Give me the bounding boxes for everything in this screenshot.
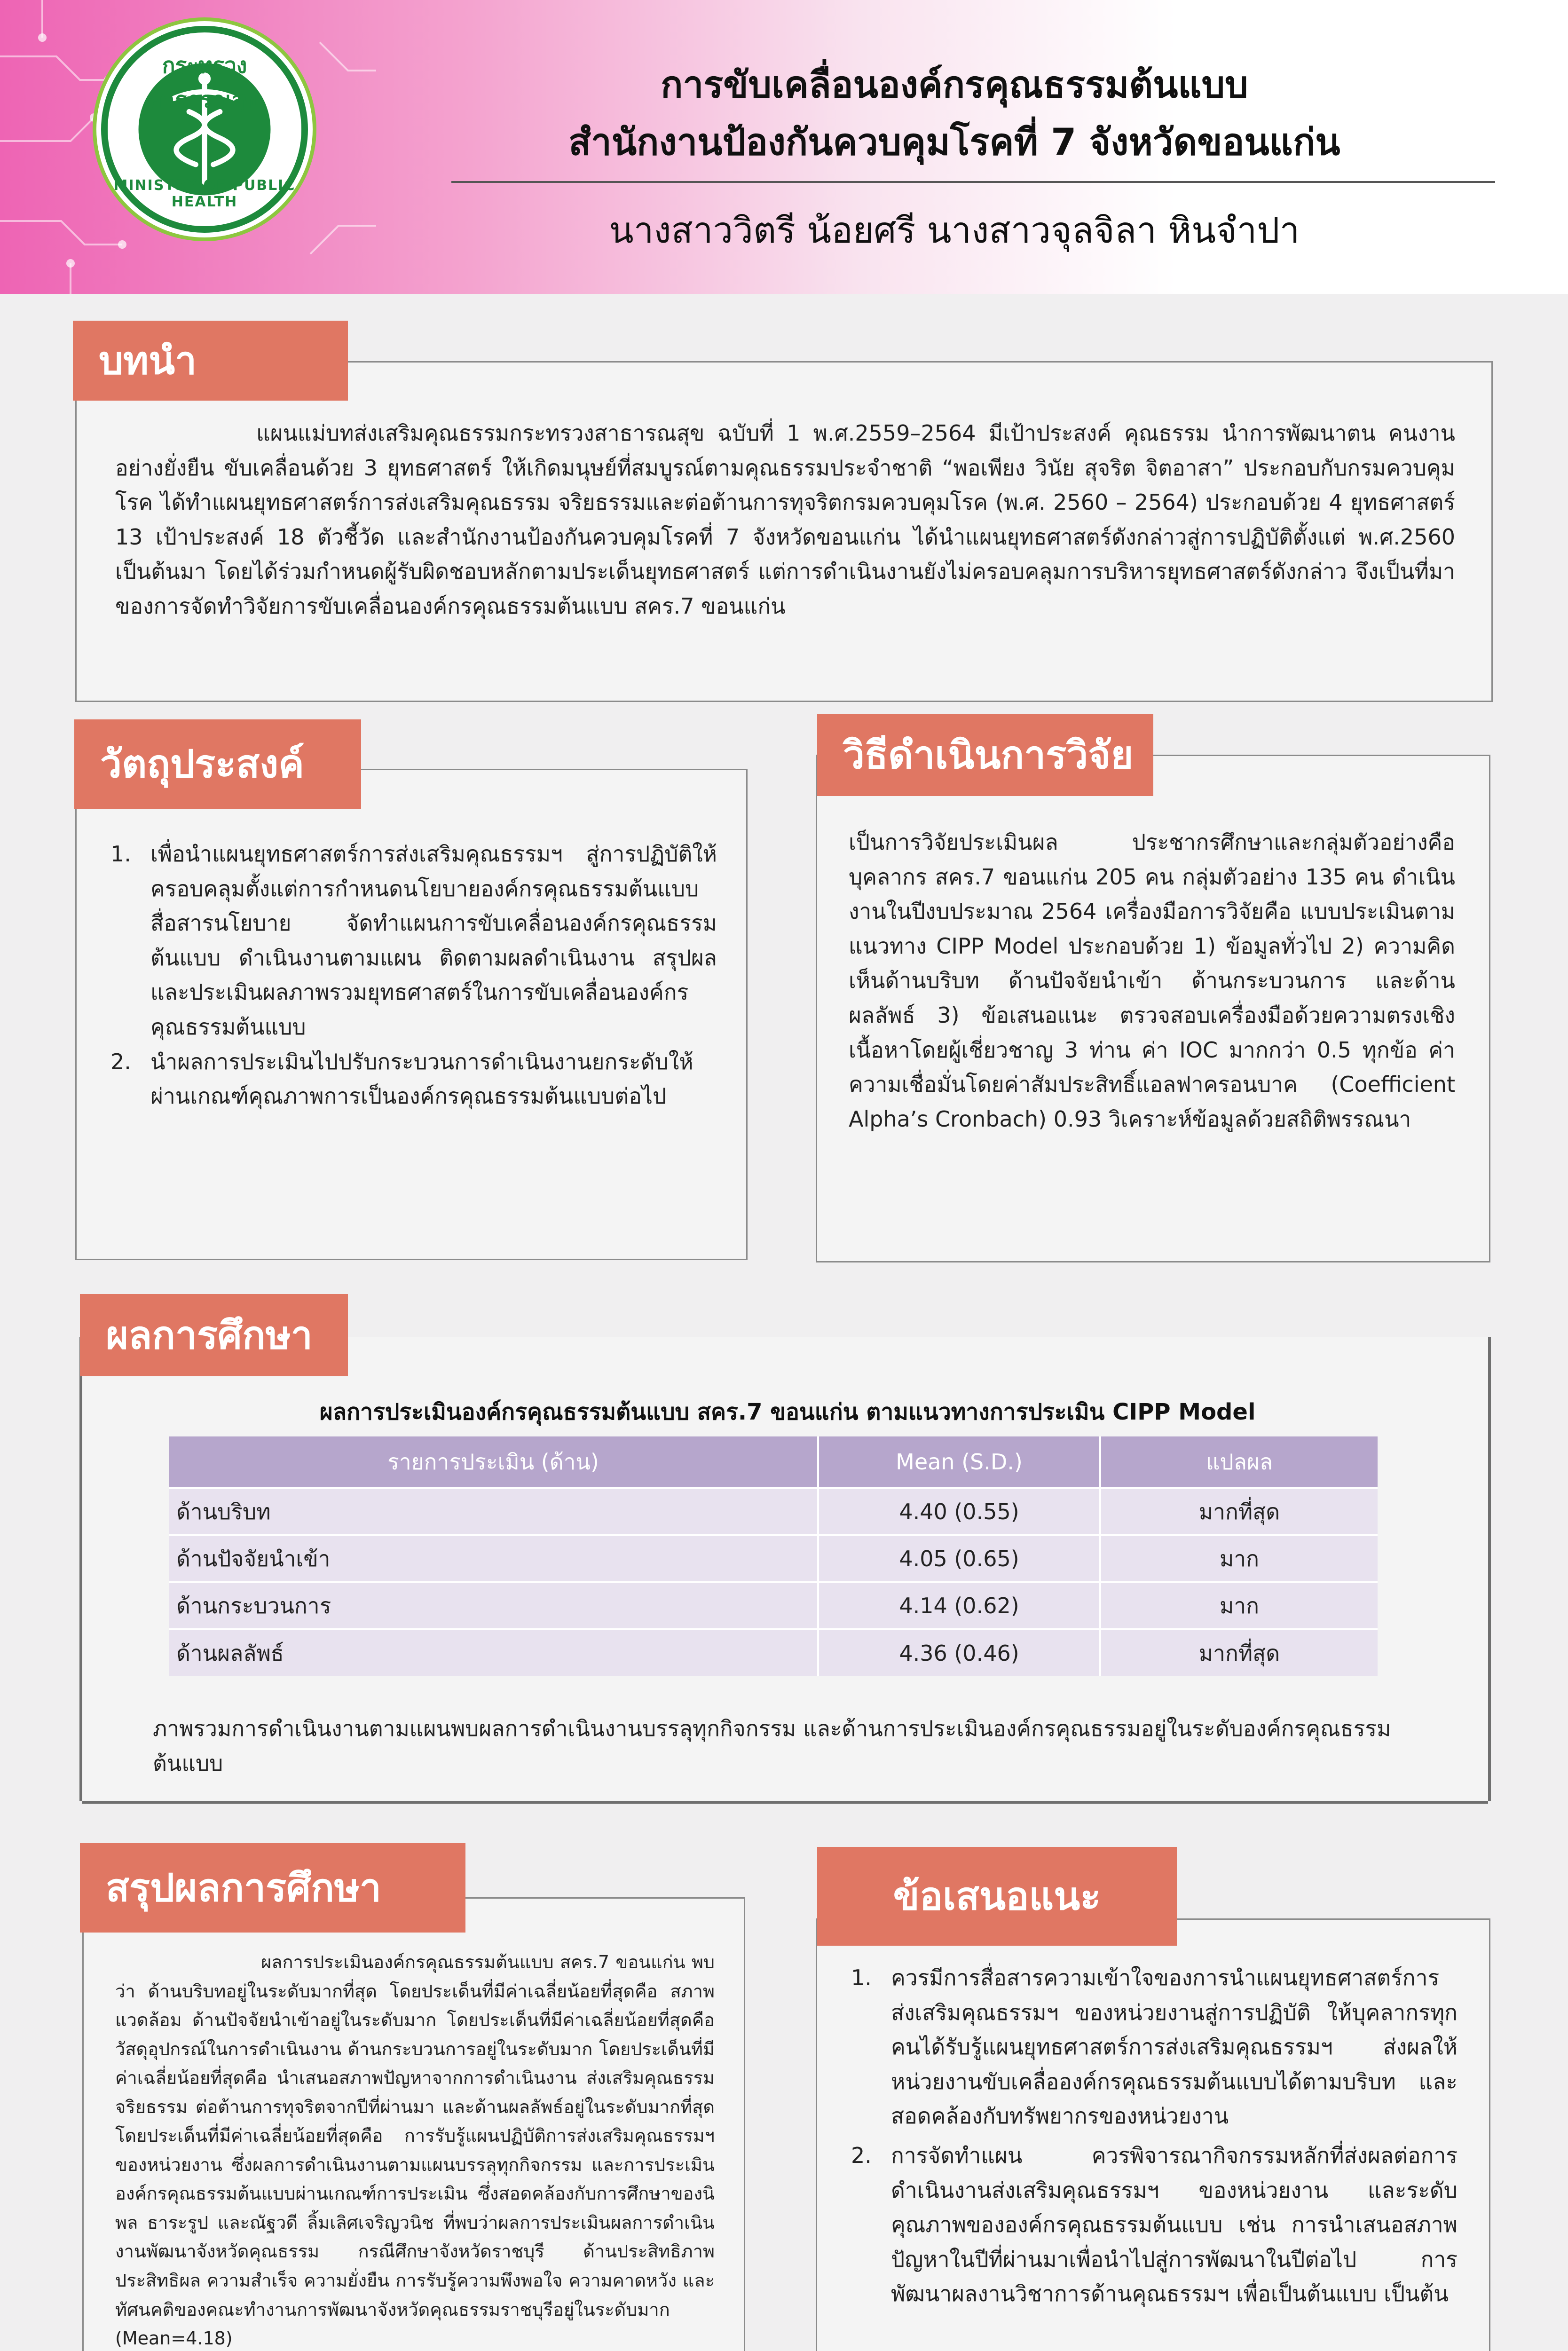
- row-mean: 4.05 (0.65): [818, 1535, 1100, 1582]
- recommendation-text: ควรมีการสื่อสารความเข้าใจของการนำแผนยุทธศาสตร์การส่งเสริมคุณธรรมฯ ของหน่วยงานสู่การปฏิบัติ ให้บุคลากรทุกคนได้รับรู้แผนยุทธศาสตร์การส่งเสริมคุณธรรมฯ ส่งผลให้หน่วยงานขับเคลื่อองค์กรคุณธรรมต้นแบบได้ตามบริบท และสอดคล้องกับทรัพยากรของหน่วยงาน: [891, 1965, 1458, 2129]
- objectives-heading-text: วัตถุประสงค์: [100, 742, 305, 787]
- objective-number: 1.: [110, 841, 131, 867]
- table-header-row: [169, 1436, 1378, 1488]
- poster-title-line2: สำนักงานป้องกันควบคุมโรคที่ 7 จังหวัดขอนแก่น: [568, 121, 1340, 164]
- results-table: [169, 1436, 1378, 1676]
- ministry-logo: [101, 26, 308, 233]
- column-header-mean: Mean (S.D.): [818, 1436, 1100, 1488]
- logo-top-text: กระทรวงสาธารณสุข: [149, 53, 260, 112]
- objective-item-1: [96, 837, 717, 1045]
- row-item: ด้านผลลัพธ์: [169, 1629, 818, 1676]
- objective-item-2: [96, 1045, 717, 1114]
- column-header-level: แปลผล: [1100, 1436, 1378, 1488]
- row-mean: 4.40 (0.55): [818, 1488, 1100, 1535]
- objectives-list: [96, 837, 717, 1114]
- intro-heading-text: บทนำ: [99, 339, 197, 383]
- objective-text: นำผลการประเมินไปปรับกระบวนการดำเนินงานยกระดับให้ผ่านเกณฑ์คุณภาพการเป็นองค์กรคุณธรรมต้นแบบต่อไป: [150, 1049, 693, 1109]
- intro-heading: [73, 321, 348, 401]
- recommendation-number: 2.: [851, 2142, 872, 2168]
- column-header-item: รายการประเมิน (ด้าน): [169, 1436, 818, 1488]
- method-text: เป็นการวิจัยประเมินผล ประชากรศึกษาและกลุ่มตัวอย่างคือบุคลากร สคร.7 ขอนแก่น 205 คน กลุ่มตัวอย่าง 135 คน ดำเนินงานในปีงบประมาณ 2564 เครื่องมือการวิจัยคือ แบบประเมินตามแนวทาง CIPP Model ประกอบด้วย 1) ข้อมูลทั่วไป 2) ความคิดเห็นด้านบริบท ด้านปัจจัยนำเข้า ด้านกระบวนการ และด้านผลลัพธ์ 3) ข้อเสนอแนะ ตรวจสอบเครื่องมือด้วยความตรงเชิงเนื้อหาโดยผู้เชี่ยวชาญ 3 ท่าน ค่า IOC มากกว่า 0.5 ทุกข้อ ค่าความเชื่อมั่นโดยค่าสัมประสิทธิ์แอลฟาครอนบาค (Coefficient Alpha’s Cronbach) 0.93 วิเคราะห์ข้อมูลด้วยสถิติพรรณนา: [849, 829, 1455, 1132]
- row-level: มากที่สุด: [1100, 1488, 1378, 1535]
- logo-bottom-text: MINISTRY OF PUBLIC HEALTH: [113, 177, 296, 210]
- results-table-title: ผลการประเมินองค์กรคุณธรรมต้นแบบ สคร.7 ขอนแก่น ตามแนวทางการประเมิน CIPP Model: [319, 1399, 1256, 1425]
- recommendations-heading: [817, 1847, 1177, 1946]
- authors: นางสาววิตรี น้อยศรี นางสาวจุลจิลา หินจำปา: [609, 209, 1300, 251]
- table-row: [169, 1629, 1378, 1676]
- recommendations-heading-text: ข้อเสนอแนะ: [893, 1874, 1101, 1919]
- recommendations-list: [837, 1961, 1458, 2312]
- recommendation-item-2: [837, 2138, 1458, 2312]
- poster-title-line1: การขับเคลื่อนองค์กรคุณธรรมต้นแบบ: [661, 64, 1248, 106]
- row-level: มาก: [1100, 1535, 1378, 1582]
- intro-text: แผนแม่บทส่งเสริมคุณธรรมกระทรวงสาธารณสุข ฉบับที่ 1 พ.ศ.2559–2564 มีเป้าประสงค์ คุณธรรม นำการพัฒนาตน คนงาน อย่างยั่งยืน ขับเคลื่อนด้วย 3 ยุทธศาสตร์ ให้เกิดมนุษย์ที่สมบูรณ์ตามคุณธรรมประจำชาติ “พอเพียง วินัย สุจริต จิตอาสา” ประกอบกับกรมควบคุมโรค ได้ทำแผนยุทธศาสตร์การส่งเสริมคุณธรรม จริยธรรมและต่อต้านการทุจริตกรมควบคุมโรค (พ.ศ. 2560 – 2564) ประกอบด้วย 4 ยุทธศาสตร์ 13 เป้าประสงค์ 18 ตัวชี้วัด และสำนักงานป้องกันควบคุมโรคที่ 7 จังหวัดขอนแก่น ได้นำแผนยุทธศาสตร์ดังกล่าวสู่การปฏิบัติตั้งแต่ พ.ศ.2560 เป็นต้นมา โดยได้ร่วมกำหนดผู้รับผิดชอบหลักตามประเด็นยุทธศาสตร์ แต่การดำเนินงานยังไม่ครอบคลุมการบริหารยุทธศาสตร์ดังกล่าว จึงเป็นที่มาของการจัดทำวิจัยการขับเคลื่อนองค์กรคุณธรรมต้นแบบ สคร.7 ขอนแก่น: [115, 420, 1455, 619]
- table-row: [169, 1582, 1378, 1629]
- recommendation-number: 1.: [851, 1965, 872, 1990]
- objective-text: เพื่อนำแผนยุทธศาสตร์การส่งเสริมคุณธรรมฯ สู่การปฏิบัติให้ครอบคลุมตั้งแต่การกำหนดนโยบายองค์กรคุณธรรมต้นแบบ สื่อสารนโยบาย จัดทำแผนการขับเคลื่อนองค์กรคุณธรรมต้นแบบ ดำเนินงานตามแผน ติดตามผลดำเนินงาน สรุปผล และประเมินผลภาพรวมยุทธศาสตร์ในการขับเคลื่อนองค์กรคุณธรรมต้นแบบ: [150, 841, 717, 1040]
- results-summary: ภาพรวมการดำเนินงานตามแผนพบผลการดำเนินงานบรรลุทุกกิจกรรม และด้านการประเมินองค์กรคุณธรรมอยู่ในระดับองค์กรคุณธรรมต้นแบบ: [153, 1716, 1391, 1776]
- conclusion-heading: [80, 1843, 465, 1933]
- row-item: ด้านกระบวนการ: [169, 1582, 818, 1629]
- row-level: มากที่สุด: [1100, 1629, 1378, 1676]
- row-mean: 4.14 (0.62): [818, 1582, 1100, 1629]
- method-heading-text: วิธีดำเนินการวิจัย: [843, 733, 1134, 778]
- table-row: [169, 1535, 1378, 1582]
- method-heading: [817, 714, 1153, 796]
- objectives-heading: [74, 719, 361, 809]
- conclusion-heading-text: สรุปผลการศึกษา: [106, 1866, 381, 1910]
- row-item: ด้านบริบท: [169, 1488, 818, 1535]
- header-divider: [451, 181, 1495, 183]
- recommendation-item-1: [837, 1961, 1458, 2134]
- row-level: มาก: [1100, 1582, 1378, 1629]
- results-heading: [80, 1294, 348, 1376]
- conclusion-text: ผลการประเมินองค์กรคุณธรรมต้นแบบ สคร.7 ขอนแก่น พบว่า ด้านบริบทอยู่ในระดับมากที่สุด โดยประเด็นที่มีค่าเฉลี่ยน้อยที่สุดคือ สภาพแวดล้อม ด้านปัจจัยนำเข้าอยู่ในระดับมาก โดยประเด็นที่มีค่าเฉลี่ยน้อยที่สุดคือ วัสดุอุปกรณ์ในการดำเนินงาน ด้านกระบวนการอยู่ในระดับมาก โดยประเด็นที่มีค่าเฉลี่ยน้อยที่สุดคือ นำเสนอสภาพปัญหาจากการดำเนินงาน ส่งเสริมคุณธรรม จริยธรรม ต่อต้านการทุจริตจากปีที่ผ่านมา และด้านผลลัพธ์อยู่ในระดับมากที่สุด โดยประเด็นที่มีค่าเฉลี่ยน้อยที่สุดคือ การรับรู้แผนปฏิบัติการส่งเสริมคุณธรรมฯ ของหน่วยงาน ซึ่งผลการดำเนินงานตามแผนบรรลุทุกกิจกรรม และการประเมินองค์กรคุณธรรมต้นแบบผ่านเกณฑ์การประเมิน ซึ่งสอดคล้องกับการศึกษาของนิพล ธาระรูป และณัฐวดี ลิ้มเลิศเจริญวนิช ที่พบว่าผลการประเมินผลการดำเนินงานพัฒนาจังหวัดคุณธรรม กรณีศึกษาจังหวัดราชบุรี ด้านประสิทธิภาพ ประสิทธิผล ความสำเร็จ ความยั่งยืน การรับรู้ความพึงพอใจ ความคาดหวัง และทัศนคติของคณะทำงานการพัฒนาจังหวัดคุณธรรมราชบุรีอยู่ในระดับมาก (Mean=4.18): [115, 1952, 715, 2349]
- objective-number: 2.: [110, 1049, 131, 1074]
- recommendation-text: การจัดทำแผน ควรพิจารณากิจกรรมหลักที่ส่งผลต่อการดำเนินงานส่งเสริมคุณธรรมฯ ของหน่วยงาน และระดับคุณภาพขององค์กรคุณธรรมต้นแบบ เช่น การนำเสนอสภาพปัญหาในปีที่ผ่านมาเพื่อนำไปสู่การพัฒนาในปีต่อไป การพัฒนาผลงานวิชาการด้านคุณธรรมฯ เพื่อเป็นต้นแบบ เป็นต้น: [891, 2142, 1458, 2307]
- results-heading-text: ผลการศึกษา: [106, 1313, 313, 1358]
- poster-header: [0, 0, 1568, 294]
- table-row: [169, 1488, 1378, 1535]
- row-item: ด้านปัจจัยนำเข้า: [169, 1535, 818, 1582]
- row-mean: 4.36 (0.46): [818, 1629, 1100, 1676]
